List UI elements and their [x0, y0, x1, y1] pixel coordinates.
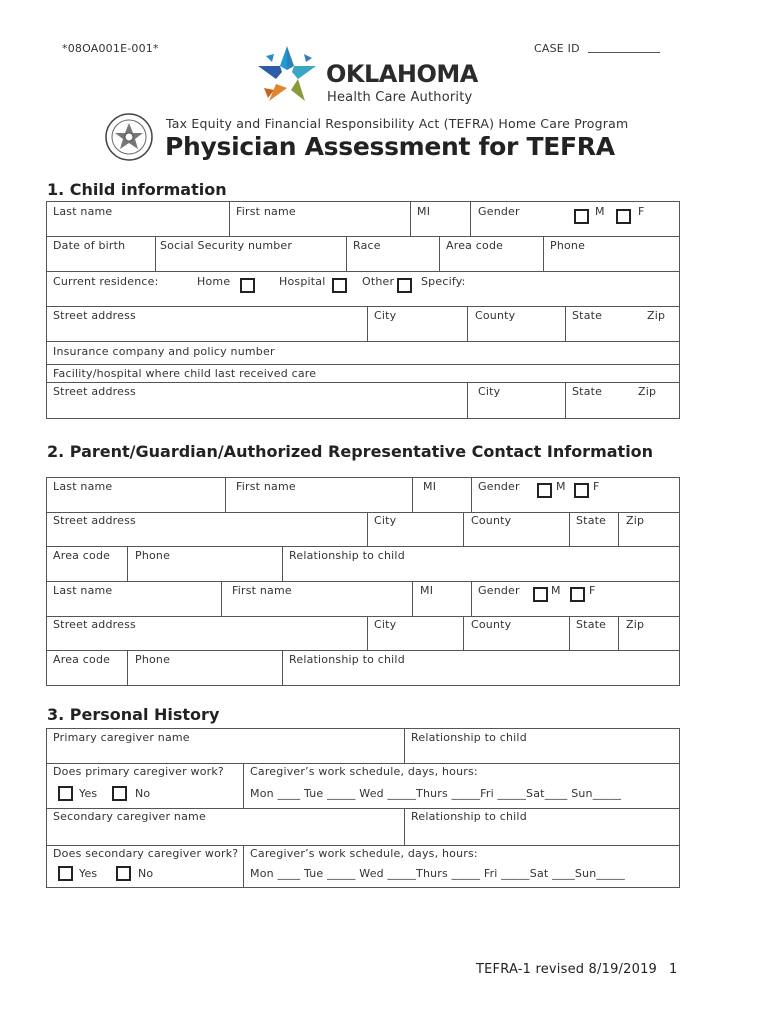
guardian2-gender-m-checkbox[interactable]: [533, 587, 548, 602]
guardian1-last-name-label: Last name: [53, 480, 113, 493]
primary-work-yes-checkbox[interactable]: [58, 786, 73, 801]
primary-work-no-checkbox[interactable]: [112, 786, 127, 801]
child-dob-label: Date of birth: [53, 239, 126, 252]
child-state-label: State: [572, 309, 603, 322]
child-ssn-label: Social Security number: [160, 239, 293, 252]
guardian2-relationship-label: Relationship to child: [289, 653, 405, 666]
guardian2-mi-label: MI: [420, 584, 434, 597]
facility-street-label: Street address: [53, 385, 136, 398]
residence-hospital-checkbox[interactable]: [332, 278, 347, 293]
secondary-work-yes-label: Yes: [79, 867, 98, 880]
primary-caregiver-name-label: Primary caregiver name: [53, 731, 190, 744]
primary-schedule-days[interactable]: Mon ____ Tue _____ Wed _____Thurs _____Fri _____Sat____ Sun_____: [250, 787, 622, 800]
primary-work-label: Does primary caregiver work?: [53, 765, 224, 778]
guardian1-gender-label: Gender: [478, 480, 520, 493]
guardian2-gender-f-label: F: [589, 584, 596, 597]
guardian1-gender-m-label: M: [556, 480, 566, 493]
residence-specify-label: Specify:: [421, 275, 466, 288]
guardian1-city-label: City: [374, 514, 397, 527]
guardian1-gender-f-label: F: [593, 480, 600, 493]
guardian1-mi-label: MI: [423, 480, 437, 493]
section-2-heading: 2. Parent/Guardian/Authorized Representative Contact Information: [47, 442, 654, 461]
secondary-schedule-label: Caregiver’s work schedule, days, hours:: [250, 847, 478, 860]
residence-hospital-label: Hospital: [279, 275, 326, 288]
guardian2-last-name-label: Last name: [53, 584, 113, 597]
org-subname: Health Care Authority: [327, 90, 473, 105]
secondary-work-label: Does secondary caregiver work?: [53, 847, 239, 860]
child-street-label: Street address: [53, 309, 136, 322]
primary-work-no-label: No: [135, 787, 151, 800]
guardian2-gender-f-checkbox[interactable]: [570, 587, 585, 602]
residence-other-label: Other: [362, 275, 395, 288]
guardian1-county-label: County: [471, 514, 512, 527]
child-gender-m-checkbox[interactable]: [574, 209, 589, 224]
child-mi-label: MI: [417, 205, 431, 218]
facility-state-label: State: [572, 385, 603, 398]
residence-other-checkbox[interactable]: [397, 278, 412, 293]
guardian2-gender-label: Gender: [478, 584, 520, 597]
primary-relationship-label: Relationship to child: [411, 731, 527, 744]
page-title: Physician Assessment for TEFRA: [165, 132, 615, 161]
guardian2-phone-label: Phone: [135, 653, 171, 666]
child-first-name-label: First name: [236, 205, 296, 218]
secondary-work-no-label: No: [138, 867, 154, 880]
oklahoma-star-logo: [254, 44, 320, 108]
guardian1-zip-label: Zip: [626, 514, 645, 527]
secondary-work-yes-checkbox[interactable]: [58, 866, 73, 881]
case-id-label: CASE ID: [534, 42, 580, 55]
insurance-label: Insurance company and policy number: [53, 345, 275, 358]
state-seal-icon: [104, 112, 154, 162]
page-number: 1: [669, 962, 678, 977]
section-1-heading: 1. Child information: [47, 180, 227, 199]
residence-home-checkbox[interactable]: [240, 278, 255, 293]
child-race-label: Race: [353, 239, 381, 252]
primary-work-yes-label: Yes: [79, 787, 98, 800]
guardian2-street-label: Street address: [53, 618, 136, 631]
child-gender-f-label: F: [638, 205, 645, 218]
guardian1-area-code-label: Area code: [53, 549, 111, 562]
guardian2-city-label: City: [374, 618, 397, 631]
facility-city-label: City: [478, 385, 501, 398]
child-gender-f-checkbox[interactable]: [616, 209, 631, 224]
child-county-label: County: [475, 309, 516, 322]
guardian2-zip-label: Zip: [626, 618, 645, 631]
secondary-relationship-label: Relationship to child: [411, 810, 527, 823]
guardian2-state-label: State: [576, 618, 607, 631]
secondary-schedule-days[interactable]: Mon ____ Tue _____ Wed _____Thurs _____ Fri _____Sat ____Sun_____: [250, 867, 625, 880]
secondary-caregiver-name-label: Secondary caregiver name: [53, 810, 206, 823]
facility-zip-label: Zip: [638, 385, 657, 398]
facility-label: Facility/hospital where child last received care: [53, 367, 317, 380]
guardian2-county-label: County: [471, 618, 512, 631]
section-3-heading: 3. Personal History: [47, 705, 220, 724]
secondary-work-no-checkbox[interactable]: [116, 866, 131, 881]
guardian2-gender-m-label: M: [551, 584, 561, 597]
guardian2-first-name-label: First name: [232, 584, 292, 597]
guardian1-relationship-label: Relationship to child: [289, 549, 405, 562]
form-code: *08OA001E-001*: [62, 42, 159, 55]
child-city-label: City: [374, 309, 397, 322]
guardian1-gender-f-checkbox[interactable]: [574, 483, 589, 498]
guardian1-phone-label: Phone: [135, 549, 171, 562]
child-phone-label: Phone: [550, 239, 586, 252]
guardian2-area-code-label: Area code: [53, 653, 111, 666]
guardian1-street-label: Street address: [53, 514, 136, 527]
child-zip-label: Zip: [647, 309, 666, 322]
primary-schedule-label: Caregiver’s work schedule, days, hours:: [250, 765, 478, 778]
case-id-field[interactable]: [588, 52, 660, 53]
child-last-name-label: Last name: [53, 205, 113, 218]
guardian1-gender-m-checkbox[interactable]: [537, 483, 552, 498]
guardian1-state-label: State: [576, 514, 607, 527]
org-name: OKLAHOMA: [326, 60, 478, 88]
current-residence-label: Current residence:: [53, 275, 159, 288]
child-gender-m-label: M: [595, 205, 605, 218]
child-area-code-label: Area code: [446, 239, 504, 252]
guardian1-first-name-label: First name: [236, 480, 296, 493]
child-gender-label: Gender: [478, 205, 520, 218]
program-name: Tax Equity and Financial Responsibility Act (TEFRA) Home Care Program: [166, 116, 629, 131]
residence-home-label: Home: [197, 275, 231, 288]
revision-note: TEFRA-1 revised 8/19/2019: [476, 962, 658, 977]
